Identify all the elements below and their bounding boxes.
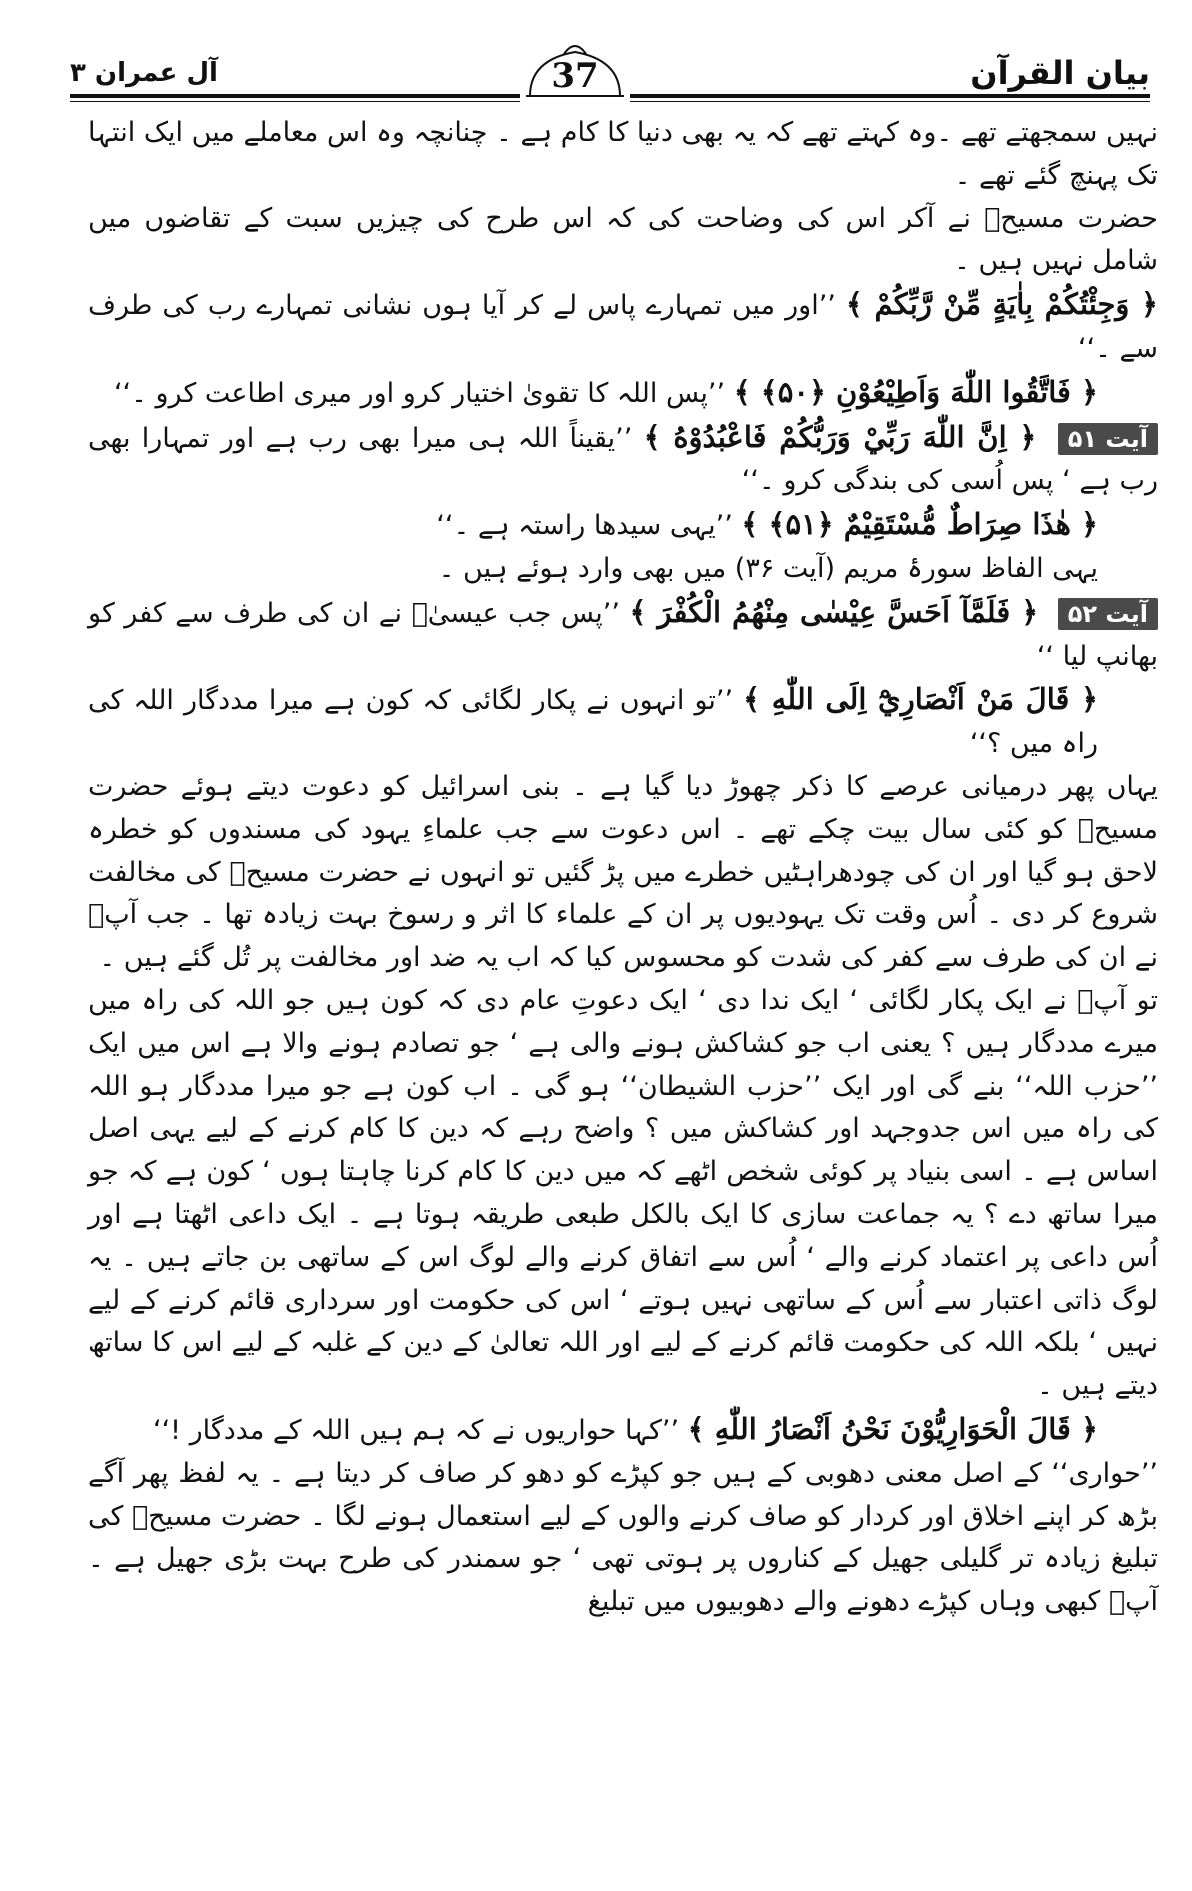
ayah-arabic: ﴿ قَالَ الْحَوَارِيُّوْنَ نَحْنُ اَنْصَارُ اللّٰهِ ﴾ xyxy=(687,1411,1098,1446)
verse-number-badge: آیت ۵۱ xyxy=(1058,423,1158,455)
ayah-translation: ’’یہی سیدھا راستہ ہے ۔‘‘ xyxy=(436,510,733,542)
ayah-arabic: ﴿ اِنَّ اللّٰهَ رَبِّيْ وَرَبُّكُمْ فَاعْبُدُوْهُ ﴾ xyxy=(643,419,1037,454)
page-header xyxy=(70,38,1150,118)
ayah-arabic: ﴿ قَالَ مَنْ اَنْصَارِيْٓ اِلَى اللّٰهِ ﴾ xyxy=(743,682,1098,717)
ayah-translation: ’’کہا حواریوں نے کہ ہم ہیں اللہ کے مددگار !‘‘ xyxy=(153,1414,680,1446)
ayah-translation: ’’تو انہوں نے پکار لگائی کہ کون ہے میرا مددگار اللہ کی راہ میں ؟‘‘ xyxy=(88,685,1098,760)
ayah-translation: ’’اور میں تمہارے پاس لے کر آیا ہوں نشانی تمہارے رب کی طرف سے ۔‘‘ xyxy=(88,290,1158,364)
ayah-translation: ’’پس جب عیسیٰؑ نے ان کی طرف سے کفر کو بھانپ لیا ‘‘ xyxy=(88,597,1158,672)
page-number: 37 xyxy=(551,56,599,96)
text-line: حضرت مسیحؑ نے آکر اس کی وضاحت کی کہ اس طرح کی چیزیں سبت کے تقاضوں میں شامل نہیں ہیں ۔ xyxy=(88,202,1158,277)
verse-number-badge: آیت ۵۲ xyxy=(1058,598,1158,630)
ayah-block-1 xyxy=(88,283,1158,371)
commentary-paragraph: یہاں پھر درمیانی عرصے کا ذکر چھوڑ دیا گیا ہے ۔ بنی اسرائیل کو دعوت دیتے ہوئے حضرت مسیحؑ کو کئی سال بیت چکے تھے ۔ اس دعوت سے جب علماءِ یہود کی مسندوں کو خطرہ لاحق ہو گیا اور ان کی چودھراہٹیں خطرے میں پڑ گئیں تو انہوں نے حضرت مسیحؑ کی مخالفت شروع کر دی ۔ اُس وقت تک یہودیوں پر ان کے علماء کا اثر و رسوخ بہت زیادہ تھا ۔ جب آپؑ نے ان کی طرف سے کفر کی شدت کو محسوس کیا کہ اب یہ ضد اور مخالفت پر تُل گئے ہیں ۔ xyxy=(88,770,1158,974)
ayah-block-7 xyxy=(88,1408,1158,1453)
commentary-paragraph: تو آپؑ نے ایک پکار لگائی ‘ ایک ندا دی ‘ ایک دعوتِ عام دی کہ کون ہیں جو اللہ کی راہ میں میرے مددگار ہیں ؟ یعنی اب جو کشاکش ہونے والی ہے ‘ جو تصادم ہونے والا ہے اس میں ایک ’’حزب اللہ‘‘ بنے گی اور ایک ’’حزب الشیطان‘‘ ہو گی ۔ اب کون ہے جو میرا مددگار ہو اللہ کی راہ میں اس جدوجہد اور کشاکش میں ؟ واضح رہے کہ دین کا کام کرنے کے لیے یہی اصل اساس ہے ۔ اسی بنیاد پر کوئی شخص اٹھے کہ میں دین کا کام کرنا چاہتا ہوں ‘ کون ہے کہ جو میرا ساتھ دے ؟ یہ جماعت سازی کا ایک بالکل طبعی طریقہ ہوتا ہے ۔ ایک داعی اٹھتا ہے اور اُس داعی پر اعتماد کرنے والے ‘ اُس سے اتفاق کرنے والے لوگ اس کے ساتھی بن جاتے ہیں ۔ یہ لوگ ذاتی اعتبار سے اُس کے ساتھی نہیں ہوتے ‘ اس کی حکومت اور سرداری قائم کرنے کے لیے نہیں ‘ بلکہ اللہ کی حکومت قائم کرنے کے لیے اور اللہ تعالیٰ کے دین کے غلبہ کے لیے اس کا ساتھ دیتے ہیں ۔ xyxy=(88,984,1158,1402)
surah-name: آل عمران ۳ xyxy=(70,58,230,88)
ayah-arabic: ﴿ فَاتَّقُوا اللّٰهَ وَاَطِيْعُوْنِ ﴿۵۰﴾ ﴾ xyxy=(733,374,1098,409)
ayah-block-2 xyxy=(88,371,1158,416)
ayah-arabic: ﴿ وَجِئْتُكُمْ بِاٰيَةٍ مِّنْ رَّبِّكُمْ ﴾ xyxy=(845,287,1158,322)
ayah-block-3 xyxy=(88,416,1158,504)
page-number-ornament xyxy=(520,38,630,114)
ayah-arabic: ﴿ هٰذَا صِرَاطٌ مُّسْتَقِيْمٌ ﴿۵۱﴾ ﴾ xyxy=(741,507,1098,542)
cross-reference-note: یہی الفاظ سورۂ مریم (آیت ۳۶) میں بھی وارد ہوئے ہیں ۔ xyxy=(438,552,1098,584)
commentary-paragraph: ’’حواری‘‘ کے اصل معنی دھوبی کے ہیں جو کپڑے کو دھو کر صاف کر دیتا ہے ۔ یہ لفظ پھر آگے بڑھ کر اپنے اخلاق اور کردار کو صاف کرنے والوں کے لیے استعمال ہونے لگا ۔ حضرت مسیحؑ کی تبلیغ زیادہ تر گلیلی جھیل کے کناروں پر ہوتی تھی ‘ جو سمندر کی طرح بہت بڑی جھیل ہے ۔ آپؑ کبھی وہاں کپڑے دھونے والے دھوبیوں میں تبلیغ xyxy=(88,1457,1158,1618)
ayah-arabic: ﴿ فَلَمَّآ اَحَسَّ عِيْسٰى مِنْهُمُ الْكُفْرَ ﴾ xyxy=(629,594,1039,629)
ayah-translation: ’’یقیناً اللہ ہی میرا بھی رب ہے اور تمہارا بھی رب ہے ‘ پس اُسی کی بندگی کرو ۔‘‘ xyxy=(88,422,1158,497)
text-line: نہیں سمجھتے تھے ۔وہ کہتے تھے کہ یہ بھی دنیا کا کام ہے ۔ چنانچہ وہ اس معاملے میں ایک انتہا تک پہنچ گئے تھے ۔ xyxy=(88,117,1158,191)
ayah-block-4 xyxy=(88,503,1158,548)
ayah-translation: ’’پس اللہ کا تقویٰ اختیار کرو اور میری اطاعت کرو ۔‘‘ xyxy=(113,377,726,409)
page-body xyxy=(88,112,1158,1624)
ayah-block-6 xyxy=(88,678,1158,766)
ayah-block-5 xyxy=(88,591,1158,679)
book-title: بیان القرآن xyxy=(958,54,1150,92)
